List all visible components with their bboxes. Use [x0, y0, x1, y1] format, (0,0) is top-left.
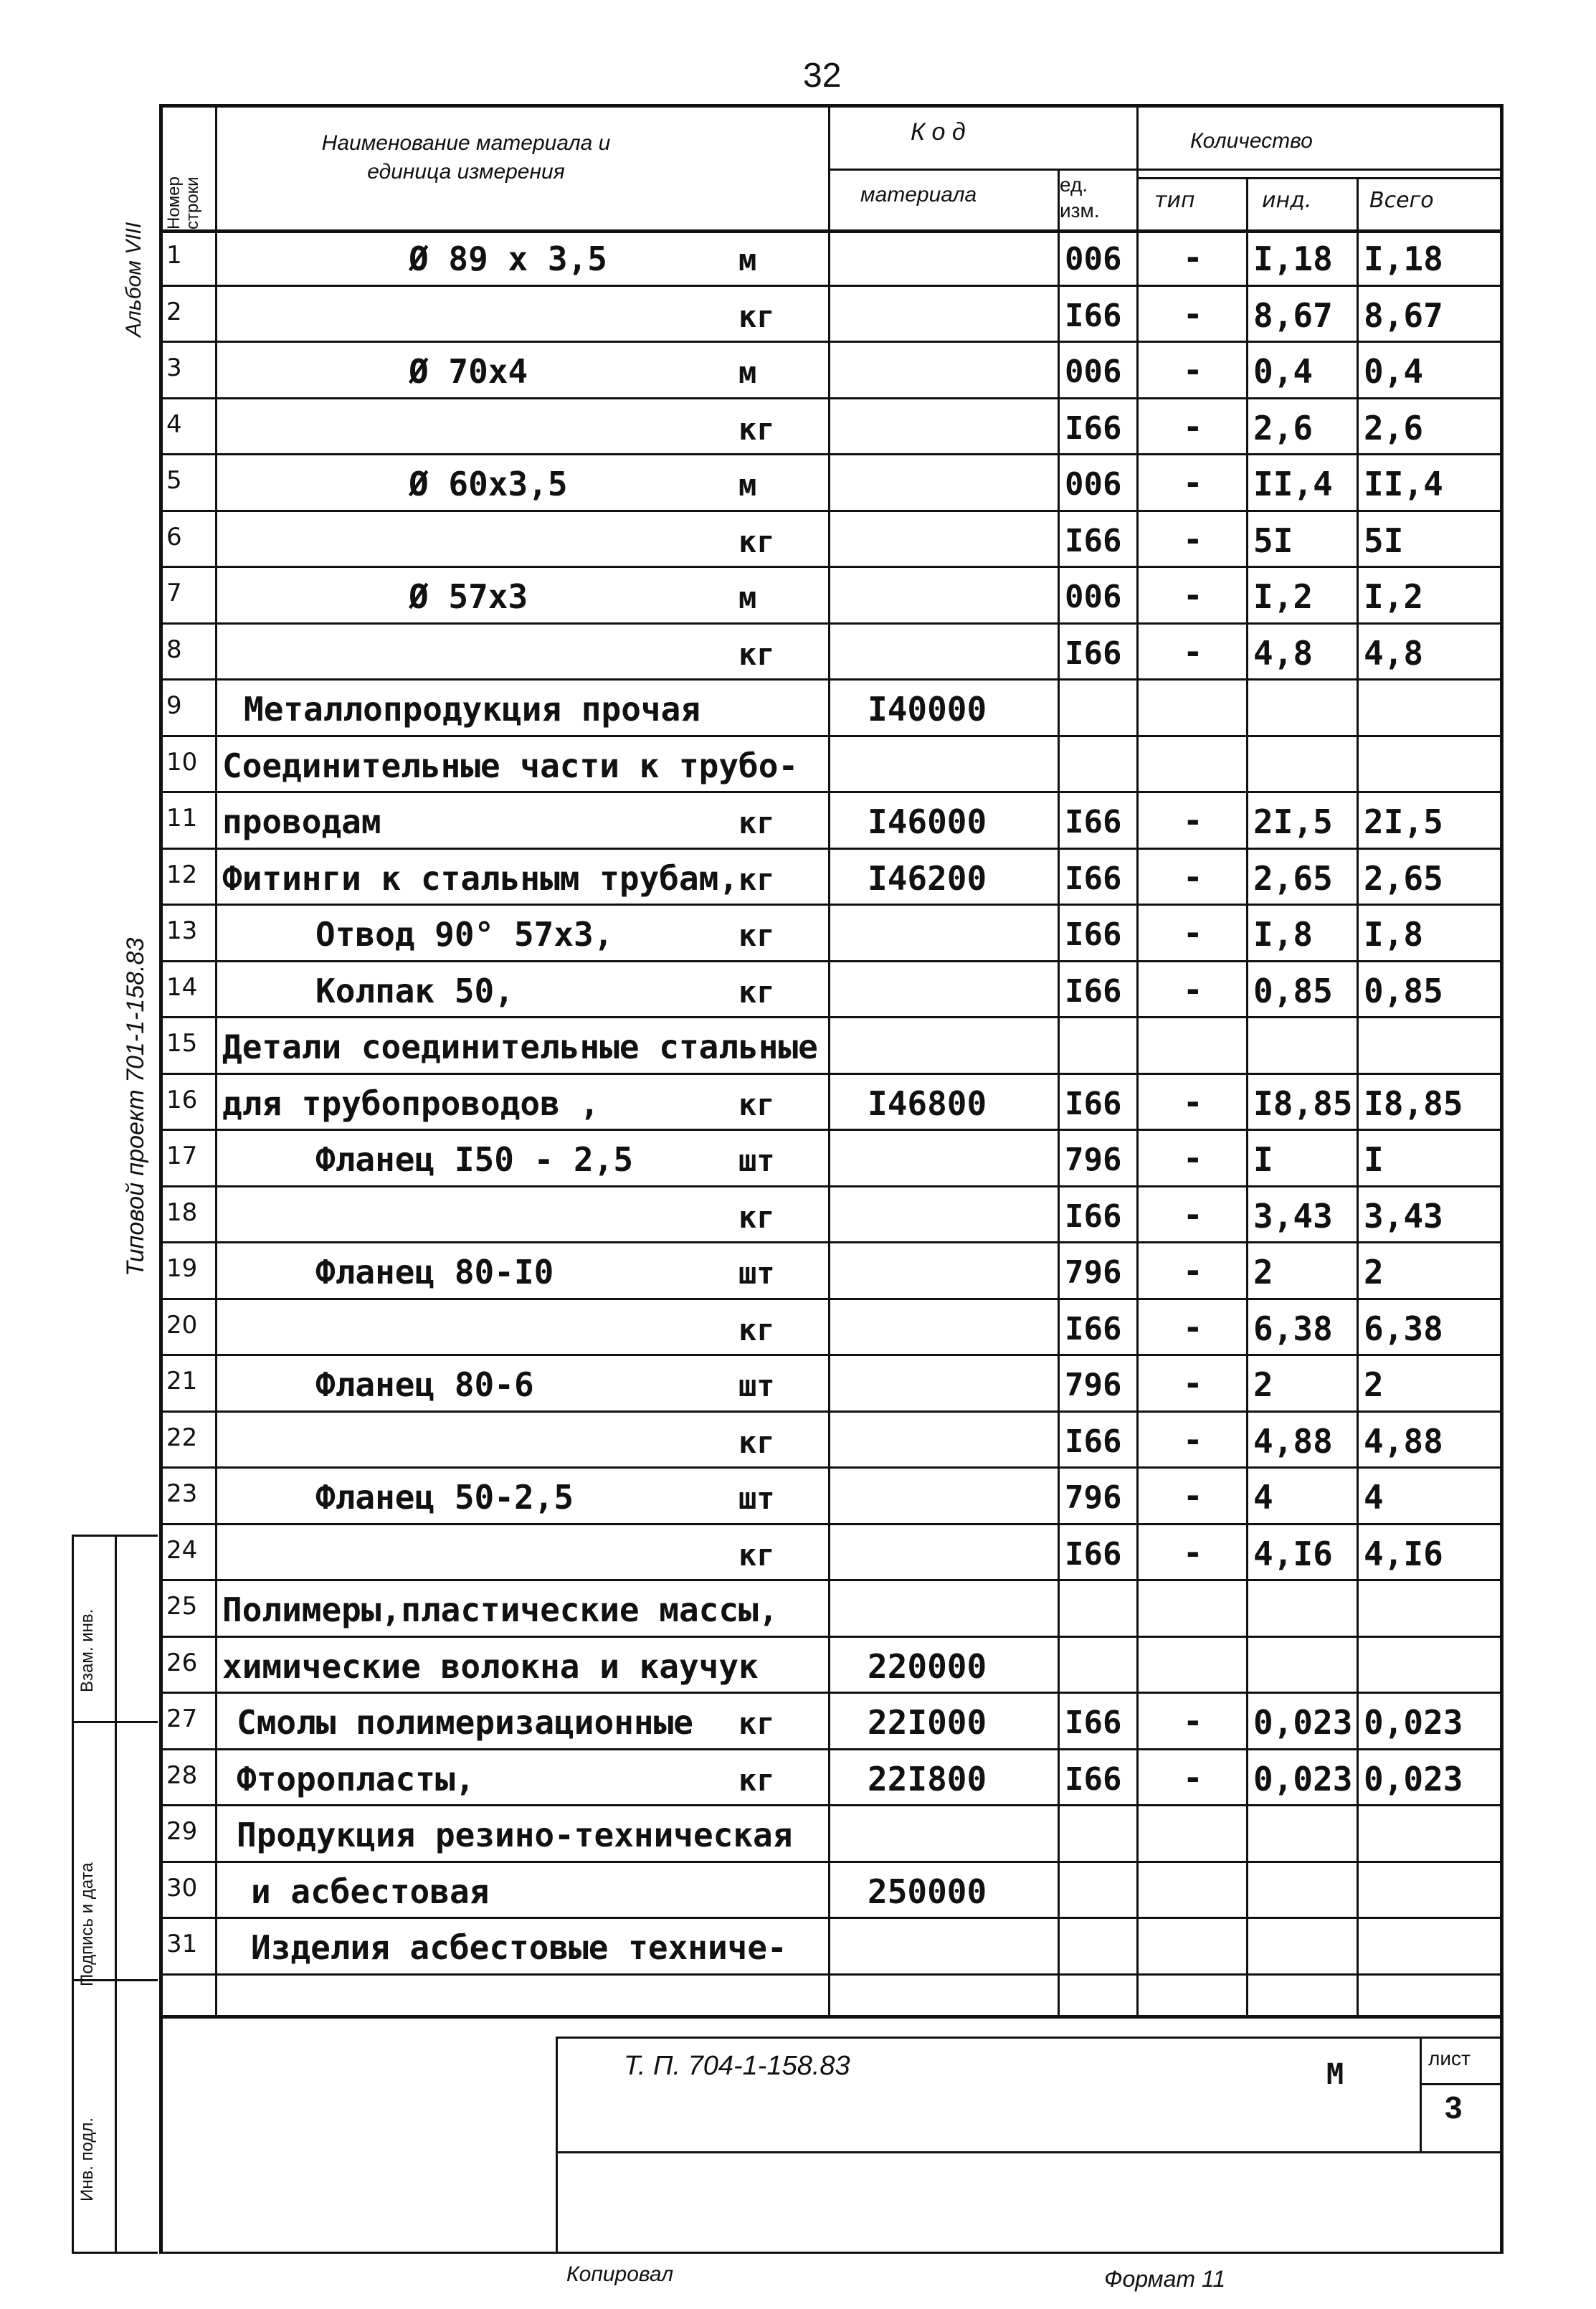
- material-name: Изделия асбестовые техниче-: [251, 1928, 787, 1967]
- unit-label: кг: [738, 298, 775, 334]
- unit-label: м: [738, 580, 757, 615]
- material-name: Ø 70x4: [409, 352, 528, 391]
- qty-ind: I,2: [1253, 577, 1314, 616]
- unit-label: кг: [738, 1706, 775, 1741]
- row-number: 22: [166, 1423, 198, 1452]
- row-number: 17: [166, 1142, 198, 1170]
- unit-code: I66: [1065, 1423, 1122, 1460]
- qty-ind: I: [1253, 1140, 1273, 1179]
- header-row-no: Номер строки: [164, 176, 202, 229]
- unit-code: I66: [1065, 860, 1122, 897]
- qty-total: 8,67: [1364, 295, 1443, 335]
- qty-ind: 4: [1253, 1478, 1273, 1517]
- row-number: 29: [166, 1817, 198, 1846]
- table-row: [0, 1580, 1596, 1637]
- qty-total: 4: [1364, 1478, 1384, 1517]
- qty-ind: 0,023: [1253, 1759, 1353, 1798]
- row-number: 23: [166, 1479, 198, 1508]
- qty-total: 0,023: [1364, 1703, 1463, 1742]
- footer-designation: Т. П. 704-1-158.83: [624, 2051, 850, 2081]
- material-name: Отвод 90° 57x3,: [315, 915, 614, 954]
- material-name: для трубопроводов ,: [222, 1084, 600, 1123]
- material-name: химические волокна и каучук: [222, 1646, 759, 1686]
- unit-label: кг: [738, 1537, 775, 1573]
- page-number: 32: [803, 57, 842, 95]
- qty-total: I,2: [1364, 577, 1424, 616]
- table-row: [0, 1468, 1596, 1525]
- qty-ind: 0,023: [1253, 1703, 1353, 1742]
- row-number: 12: [166, 860, 198, 889]
- material-name: Фланец 50-2,5: [315, 1478, 574, 1517]
- qty-total: I,8: [1364, 915, 1424, 954]
- unit-code: I66: [1065, 297, 1122, 334]
- qty-type: -: [1183, 632, 1203, 671]
- unit-label: кг: [738, 1086, 775, 1122]
- qty-ind: 2: [1253, 1365, 1273, 1404]
- qty-total: 2,6: [1364, 408, 1424, 447]
- qty-type: -: [1183, 238, 1203, 277]
- unit-label: кг: [738, 805, 775, 840]
- material-name: Детали соединительные стальные: [222, 1028, 818, 1066]
- unit-label: кг: [738, 1424, 775, 1460]
- unit-code: I66: [1065, 1310, 1122, 1347]
- unit-label: кг: [738, 918, 775, 953]
- unit-code: I66: [1065, 972, 1122, 1010]
- material-name: Полимеры,пластические массы,: [222, 1590, 779, 1629]
- table-row: [0, 962, 1596, 1018]
- qty-total: 2: [1364, 1253, 1384, 1291]
- qty-total: I: [1364, 1140, 1384, 1179]
- table-row: [0, 792, 1596, 849]
- material-name: Фланец I50 - 2,5: [315, 1140, 634, 1179]
- unit-label: м: [738, 468, 757, 503]
- table-row: [0, 342, 1596, 399]
- stamp-label-1: Инв. подл.: [77, 2117, 97, 2201]
- unit-code: 006: [1065, 579, 1122, 615]
- table-row: [0, 1130, 1596, 1187]
- row-number: 18: [166, 1198, 198, 1227]
- row-number: 8: [166, 635, 182, 664]
- qty-type: -: [1183, 294, 1203, 333]
- qty-type: -: [1183, 576, 1203, 615]
- unit-code: I66: [1065, 1705, 1122, 1741]
- qty-total: 4,8: [1364, 633, 1424, 673]
- unit-label: кг: [738, 411, 775, 447]
- unit-code: I66: [1065, 635, 1122, 672]
- unit-code: 006: [1065, 354, 1122, 390]
- qty-type: -: [1183, 1307, 1203, 1347]
- table-row: [0, 1637, 1596, 1694]
- header-name: Наименование материала и единица измерения: [321, 131, 611, 184]
- footer-format: Формат 11: [1104, 2266, 1226, 2292]
- row-number: 31: [166, 1930, 198, 1958]
- qty-ind: I8,85: [1253, 1084, 1353, 1123]
- header-code-unit: ед. изм.: [1060, 174, 1100, 222]
- qty-ind: 2,65: [1253, 858, 1333, 898]
- unit-code: I66: [1065, 1760, 1122, 1798]
- unit-label: м: [738, 242, 757, 278]
- header-quantity: Количество: [1190, 129, 1313, 153]
- row-number: 26: [166, 1648, 198, 1677]
- qty-ind: 0,85: [1253, 971, 1333, 1010]
- table-row: [0, 567, 1596, 624]
- qty-type: -: [1183, 463, 1203, 502]
- material-name: Смолы полимеризационные: [237, 1703, 693, 1742]
- row-number: 9: [166, 691, 182, 720]
- table-row: [0, 905, 1596, 962]
- table-row: [0, 1862, 1596, 1919]
- qty-ind: I,8: [1253, 915, 1314, 954]
- qty-total: 3,43: [1364, 1196, 1443, 1236]
- material-name: Колпак 50,: [315, 971, 514, 1010]
- qty-total: I8,85: [1364, 1084, 1463, 1123]
- stamp-label-3: Взам. инв.: [77, 1608, 97, 1692]
- footer-letter: М: [1326, 2058, 1344, 2091]
- row-number: 28: [166, 1760, 198, 1790]
- table-row: [0, 624, 1596, 681]
- unit-label: кг: [738, 1312, 775, 1347]
- qty-type: -: [1183, 1702, 1203, 1740]
- table-row: [0, 736, 1596, 793]
- qty-ind: 5I: [1253, 521, 1293, 560]
- header-code: К о д: [911, 118, 966, 146]
- unit-code: 006: [1065, 466, 1122, 503]
- table-row: [0, 1018, 1596, 1074]
- material-name: Ø 60x3,5: [409, 465, 568, 503]
- unit-code: I66: [1065, 1085, 1122, 1122]
- table-row: [0, 399, 1596, 455]
- unit-code: 796: [1065, 1367, 1122, 1403]
- header-code-material: материала: [860, 183, 977, 207]
- footer-copied: Копировал: [566, 2262, 674, 2286]
- qty-type: -: [1183, 1758, 1203, 1797]
- unit-code: I66: [1065, 804, 1122, 840]
- row-number: 11: [166, 804, 198, 833]
- material-code: I46800: [868, 1084, 987, 1123]
- unit-code: I66: [1065, 1535, 1122, 1573]
- table-row: [0, 1187, 1596, 1243]
- row-number: 20: [166, 1310, 198, 1340]
- unit-code: 796: [1065, 1142, 1122, 1178]
- table-row: [0, 1243, 1596, 1299]
- row-number: 14: [166, 972, 198, 1002]
- qty-total: 0,023: [1364, 1759, 1463, 1798]
- qty-type: -: [1183, 407, 1203, 446]
- qty-type: -: [1183, 1532, 1203, 1572]
- unit-code: I66: [1065, 1198, 1122, 1235]
- material-name: и асбестовая: [251, 1872, 490, 1911]
- qty-total: 4,I6: [1364, 1534, 1443, 1573]
- row-number: 24: [166, 1535, 198, 1565]
- qty-type: -: [1183, 1251, 1203, 1290]
- qty-type: -: [1183, 1364, 1203, 1403]
- table-row: [0, 1806, 1596, 1862]
- row-number: 19: [166, 1254, 198, 1283]
- table-row: [0, 455, 1596, 511]
- material-name: Фланец 80-6: [315, 1365, 534, 1404]
- qty-type: -: [1183, 1420, 1203, 1459]
- qty-total: II,4: [1364, 465, 1443, 503]
- unit-label: шт: [738, 1481, 775, 1516]
- qty-total: 6,38: [1364, 1309, 1443, 1348]
- qty-type: -: [1183, 351, 1203, 389]
- qty-type: -: [1183, 1139, 1203, 1177]
- header-q-ind: инд.: [1262, 188, 1312, 213]
- qty-ind: 2I,5: [1253, 802, 1333, 841]
- footer-sheet-label: лист: [1428, 2047, 1471, 2069]
- qty-ind: 0,4: [1253, 352, 1314, 391]
- qty-ind: 3,43: [1253, 1196, 1333, 1236]
- table-row: [0, 1918, 1596, 1975]
- row-number: 1: [166, 241, 182, 270]
- qty-type: -: [1183, 1082, 1203, 1122]
- unit-label: кг: [738, 861, 775, 897]
- material-name: Фторопласты,: [237, 1759, 475, 1798]
- footer-sheet-number: 3: [1445, 2090, 1463, 2125]
- unit-label: кг: [738, 974, 775, 1010]
- qty-ind: II,4: [1253, 465, 1333, 503]
- material-code: 22I000: [868, 1703, 987, 1742]
- row-number: 2: [166, 297, 182, 326]
- qty-total: 0,4: [1364, 352, 1424, 391]
- table-row: [0, 1074, 1596, 1131]
- table-row: [0, 849, 1596, 906]
- table-row: [0, 286, 1596, 343]
- material-name: Ø 57x3: [409, 577, 528, 616]
- project-label: Типовой проект 701-1-158.83: [122, 937, 149, 1276]
- qty-ind: 6,38: [1253, 1309, 1333, 1348]
- table-row: [0, 511, 1596, 568]
- row-number: 27: [166, 1705, 198, 1733]
- qty-total: 5I: [1364, 521, 1404, 560]
- table-row: [0, 1525, 1596, 1581]
- unit-code: I66: [1065, 522, 1122, 559]
- stamp-label-2: Подпись и дата: [77, 1862, 97, 1986]
- material-name: Фитинги к стальным трубам,: [222, 858, 739, 898]
- qty-ind: 4,I6: [1253, 1534, 1333, 1573]
- material-name: проводам: [222, 802, 381, 841]
- unit-code: I66: [1065, 409, 1122, 447]
- row-number: 21: [166, 1367, 198, 1395]
- row-number: 10: [166, 747, 198, 777]
- table-row: [0, 1693, 1596, 1750]
- qty-type: -: [1183, 1476, 1203, 1515]
- row-number: 3: [166, 354, 182, 382]
- qty-ind: 4,8: [1253, 633, 1314, 673]
- table-row: [0, 1750, 1596, 1806]
- qty-ind: I,18: [1253, 240, 1333, 278]
- qty-total: 2,65: [1364, 858, 1443, 898]
- material-name: Соединительные части к трубо-: [222, 746, 799, 785]
- table-row: [0, 1412, 1596, 1469]
- row-number: 4: [166, 409, 182, 439]
- unit-label: кг: [738, 523, 775, 559]
- qty-ind: 2: [1253, 1253, 1273, 1291]
- qty-type: -: [1183, 969, 1203, 1009]
- material-name: Продукция резино-техническая: [237, 1816, 793, 1854]
- unit-label: кг: [738, 1762, 775, 1798]
- material-name: Ø 89 x 3,5: [409, 240, 607, 278]
- qty-ind: 2,6: [1253, 408, 1314, 447]
- material-code: 250000: [868, 1872, 987, 1911]
- qty-total: 0,85: [1364, 971, 1443, 1010]
- row-number: 7: [166, 579, 182, 607]
- row-number: 5: [166, 466, 182, 495]
- material-code: 22I800: [868, 1759, 987, 1798]
- row-number: 16: [166, 1085, 198, 1114]
- row-number: 15: [166, 1029, 198, 1058]
- qty-type: -: [1183, 801, 1203, 840]
- table-row: [0, 1355, 1596, 1412]
- material-name: Фланец 80-I0: [315, 1253, 554, 1291]
- header-q-type: тип: [1154, 188, 1195, 213]
- material-code: I40000: [868, 690, 987, 729]
- unit-label: шт: [738, 1256, 775, 1291]
- table-row: [0, 229, 1596, 286]
- unit-label: шт: [738, 1368, 775, 1403]
- unit-code: 006: [1065, 241, 1122, 278]
- unit-label: шт: [738, 1143, 775, 1178]
- qty-type: -: [1183, 1195, 1203, 1234]
- material-code: I46000: [868, 802, 987, 841]
- material-code: 220000: [868, 1646, 987, 1686]
- qty-ind: 4,88: [1253, 1421, 1333, 1461]
- qty-total: 2: [1364, 1365, 1384, 1404]
- row-number: 13: [166, 916, 198, 945]
- row-number: 30: [166, 1873, 198, 1902]
- header-q-total: Всего: [1369, 188, 1434, 213]
- row-number: 25: [166, 1592, 198, 1621]
- table-row: [0, 680, 1596, 736]
- qty-total: I,18: [1364, 240, 1443, 278]
- qty-total: 4,88: [1364, 1421, 1443, 1461]
- unit-code: I66: [1065, 916, 1122, 953]
- qty-ind: 8,67: [1253, 295, 1333, 335]
- unit-code: 796: [1065, 1254, 1122, 1291]
- album-label: Альбом VIII: [122, 222, 146, 337]
- qty-type: -: [1183, 857, 1203, 896]
- row-number: 6: [166, 522, 182, 551]
- material-code: I46200: [868, 858, 987, 898]
- qty-type: -: [1183, 519, 1203, 559]
- material-name: Металлопродукция прочая: [244, 690, 700, 729]
- unit-label: кг: [738, 636, 775, 672]
- qty-total: 2I,5: [1364, 802, 1443, 841]
- unit-code: 796: [1065, 1479, 1122, 1516]
- qty-type: -: [1183, 914, 1203, 952]
- unit-label: м: [738, 355, 757, 390]
- table-row: [0, 1299, 1596, 1356]
- unit-label: кг: [738, 1199, 775, 1235]
